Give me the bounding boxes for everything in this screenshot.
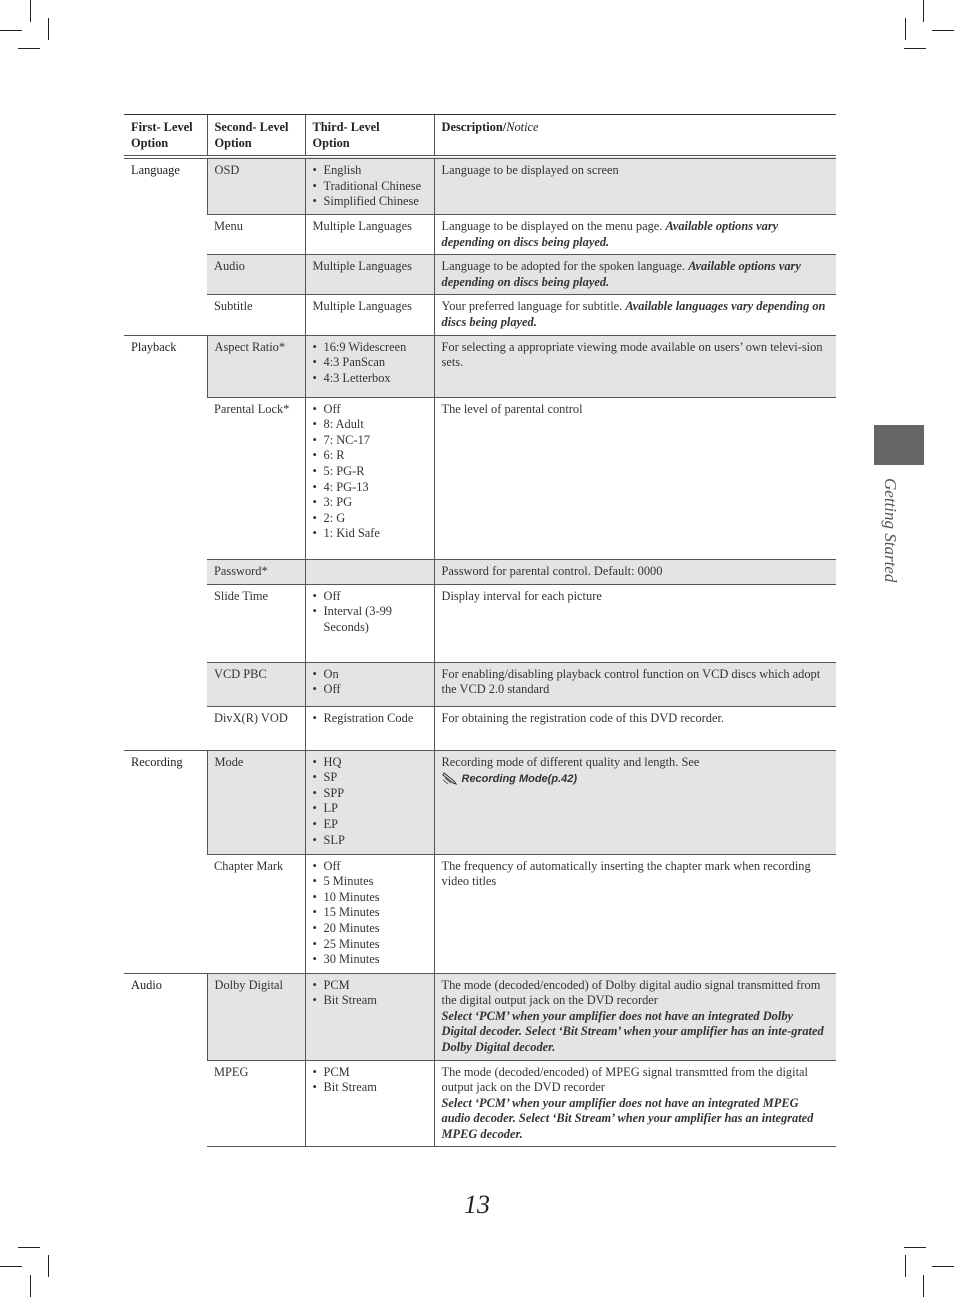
crop-mark [18,1247,40,1248]
second-level-cell: Menu [207,214,305,254]
second-level-cell: MPEG [207,1060,305,1147]
option-item: • 7: NC-17 [313,433,427,449]
crop-mark [30,0,31,22]
description-cell: For selecting a appropriate viewing mode available on users’ own televi-sion sets. [434,335,836,397]
option-item: • 4: PG-13 [313,480,427,496]
third-level-cell [305,854,434,973]
option-item: • HQ [313,755,427,771]
option-item: • 20 Minutes [313,921,427,937]
option-item: • SPP [313,786,427,802]
third-level-cell [305,335,434,397]
third-level-cell [305,397,434,559]
second-level-cell: VCD PBC [207,662,305,706]
third-level-cell: Multiple Languages [305,295,434,335]
group-language: Language [124,157,207,335]
group-audio: Audio [124,973,207,1147]
second-level-cell: DivX(R) VOD [207,706,305,750]
description-cell: Password for parental control. Default: 0000 [434,559,836,584]
crop-mark [30,1275,31,1297]
second-level-cell: Slide Time [207,584,305,662]
option-item: • English [313,163,427,179]
table-row [124,295,836,335]
option-item: • 8: Adult [313,417,427,433]
table-row [124,397,836,559]
crop-mark [48,18,49,40]
table-row [124,973,836,1060]
crop-mark [923,0,924,22]
crop-mark [932,30,954,31]
second-level-cell: Aspect Ratio* [207,335,305,397]
table-row [124,559,836,584]
crop-mark [905,18,906,40]
table-header-row [124,115,836,158]
option-item: • Registration Code [313,711,427,727]
recording-mode-reference[interactable]: Recording Mode(p.42) [442,770,830,788]
crop-mark [904,48,926,49]
option-item: • SP [313,770,427,786]
second-level-cell: Audio [207,255,305,295]
option-item: • 5 Minutes [313,874,427,890]
option-item: • 1: Kid Safe [313,526,427,542]
crop-mark [923,1275,924,1297]
description-cell: Recording mode of different quality and length. See Recording Mode(p.42) [434,750,836,854]
description-cell: For obtaining the registration code of this DVD recorder. [434,706,836,750]
description-cell: Language to be displayed on screen [434,157,836,214]
description-cell: Language to be adopted for the spoken language. Available options vary depending on discs being played. [434,255,836,295]
option-item: • Simplified Chinese [313,194,427,210]
option-item: • Bit Stream [313,1080,427,1096]
crop-mark [18,48,40,49]
option-item: • 15 Minutes [313,905,427,921]
description-cell: Language to be displayed on the menu page. Available options vary depending on discs being played. [434,214,836,254]
option-item: • 5: PG-R [313,464,427,480]
option-item: • 4:3 Letterbox [313,371,427,387]
table-row [124,584,836,662]
option-item: • 25 Minutes [313,937,427,953]
option-item: • PCM [313,978,427,994]
header-third-level: Third- Level Option [305,115,434,158]
option-item: • PCM [313,1065,427,1081]
option-item: • Traditional Chinese [313,179,427,195]
option-item: • 16:9 Widescreen [313,340,427,356]
table-row [124,214,836,254]
option-item: • LP [313,801,427,817]
option-item: • Off [313,402,427,418]
crop-mark [904,1247,926,1248]
third-level-cell [305,157,434,214]
page-number: 13 [464,1190,490,1219]
settings-table [124,114,836,1147]
pencil-note-icon [442,770,459,785]
header-description: Description/Notice [434,115,836,158]
header-second-level: Second- Level Option [207,115,305,158]
table-row [124,854,836,973]
third-level-cell: Multiple Languages [305,255,434,295]
second-level-cell: Chapter Mark [207,854,305,973]
option-item: • Off [313,859,427,875]
option-item: • 10 Minutes [313,890,427,906]
header-first-level: First- Level Option [124,115,207,158]
crop-mark [0,1266,22,1267]
group-recording: Recording [124,750,207,973]
third-level-cell [305,584,434,662]
option-item: • 30 Minutes [313,952,427,968]
description-cell: The level of parental control [434,397,836,559]
description-cell: The frequency of automatically inserting the chapter mark when recording video titles [434,854,836,973]
third-level-cell [305,559,434,584]
third-level-cell [305,1060,434,1147]
third-level-cell: Multiple Languages [305,214,434,254]
option-item: • 6: R [313,448,427,464]
table-row [124,255,836,295]
third-level-cell [305,706,434,750]
crop-mark [932,1266,954,1267]
section-label: Getting Started [881,478,900,583]
description-cell: The mode (decoded/encoded) of Dolby digital audio signal transmitted from the digital output jack on the DVD recorder Select ‘PCM’ when your amplifier does not have an integrated Dolby Digital decoder. Select ‘Bit Stream’ when your amplifier has an inte-grated Dolby Digital decoder. [434,973,836,1060]
table-row [124,750,836,854]
option-item: • SLP [313,833,427,849]
option-item: • Bit Stream [313,993,427,1009]
table-row [124,706,836,750]
second-level-cell: Parental Lock* [207,397,305,559]
group-playback: Playback [124,335,207,750]
second-level-cell: Password* [207,559,305,584]
option-item: • Off [313,589,427,605]
second-level-cell: OSD [207,157,305,214]
option-item: • 3: PG [313,495,427,511]
third-level-cell [305,662,434,706]
description-cell: For enabling/disabling playback control function on VCD discs which adopt the VCD 2.0 standard [434,662,836,706]
section-tab-marker [874,425,924,465]
table-row [124,1060,836,1147]
description-cell: Display interval for each picture [434,584,836,662]
table-row [124,335,836,397]
description-cell: The mode (decoded/encoded) of MPEG signal transmtted from the digital output jack on the DVD recorder Select ‘PCM’ when your amplifier does not have an integrated MPEG audio decoder. Select ‘Bit Stream’ when your amplifier has an integrated MPEG decoder. [434,1060,836,1147]
second-level-cell: Mode [207,750,305,854]
option-item: • Interval (3-99 Seconds) [313,604,427,635]
second-level-cell: Subtitle [207,295,305,335]
table-row [124,157,836,214]
option-item: • On [313,667,427,683]
option-item: • EP [313,817,427,833]
crop-mark [0,30,22,31]
third-level-cell [305,750,434,854]
option-item: • 2: G [313,511,427,527]
table-row [124,662,836,706]
option-item: • Off [313,682,427,698]
description-cell: Your preferred language for subtitle. Available languages vary depending on discs being played. [434,295,836,335]
second-level-cell: Dolby Digital [207,973,305,1060]
option-item: • 4:3 PanScan [313,355,427,371]
crop-mark [905,1255,906,1277]
crop-mark [48,1255,49,1277]
third-level-cell [305,973,434,1060]
